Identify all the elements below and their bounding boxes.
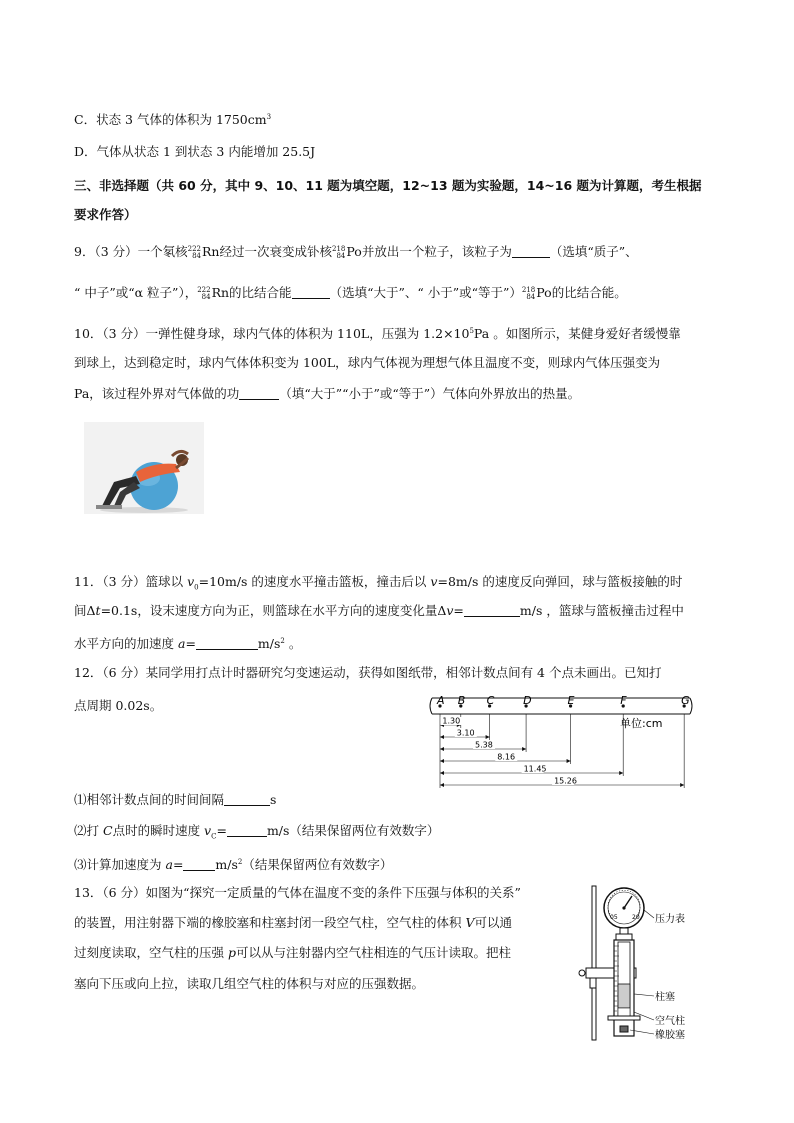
- section-header-line2: 要求作答）: [74, 207, 137, 222]
- answer-blank[interactable]: [224, 793, 270, 806]
- answer-blank[interactable]: [292, 286, 330, 299]
- question-12-line2: 点周期 0.02s。: [74, 698, 163, 713]
- question-11-line1: 11．（3 分）篮球以 $v_0=10m/s$ 的速度水平撞击篮板，撞击后以 v=8m/s 的速度反向弹回，球与篮板接触的时: [74, 574, 683, 592]
- question-9-line1: 9．（3 分）一个氡核 222 84 Rn经过一次衰变成钋核 218 84 Po并放出一个粒子，该粒子为 （选填“质子”、: [74, 244, 638, 260]
- tape-distance-label: 3.10: [456, 728, 475, 738]
- option-d: D．气体从状态 1 到状态 3 内能增加 25.5J: [74, 144, 316, 159]
- tape-body: [430, 698, 692, 714]
- tape-distance-label: 8.16: [497, 752, 516, 762]
- question-9-line2: “ 中子”或“α 粒子”）， 222 84 Rn的比结合能 （选填“大于”、“ 小于”或“等于”） 218 84 Po的比结合能。: [74, 285, 627, 301]
- tape-measure-arrow: [680, 783, 684, 787]
- tape-measure-arrow: [440, 735, 444, 739]
- tape-point-label-C: C: [486, 694, 495, 707]
- tape-measure-arrow: [440, 783, 444, 787]
- svg-text:05: 05: [610, 914, 618, 921]
- rubber-stopper: [620, 1026, 628, 1032]
- stopper-label: 橡胶塞: [655, 1030, 685, 1041]
- answer-blank[interactable]: [464, 604, 520, 617]
- syringe-pressure-apparatus: [572, 884, 722, 1042]
- question-12-sub2: ⑵打 C点时的瞬时速度 $v_C= m/s$（结果保留两位有效数字）: [74, 823, 440, 841]
- air-column: [618, 1008, 630, 1016]
- tape-distance-label: 15.26: [554, 776, 577, 786]
- tape-unit-label: 单位:cm: [620, 717, 663, 730]
- answer-blank[interactable]: [239, 387, 279, 400]
- svg-text:20: 20: [632, 914, 640, 921]
- paper-tape-diagram: [424, 692, 700, 786]
- tape-measure-arrow: [619, 771, 623, 775]
- syringe: [608, 940, 640, 1036]
- plunger-label: 柱塞: [655, 992, 675, 1003]
- question-10-line3: Pa，该过程外界对气体做的功 （填“大于”“小于”或“等于”）气体向外界放出的热量。: [74, 386, 581, 401]
- question-10-line1: 10．（3 分）一弹性健身球，球内气体的体积为 110L，压强为 $1.2\times 10^5Pa$ 。如图所示，某健身爱好者缓慢靠: [74, 326, 681, 342]
- tape-distance-label: 1.30: [442, 716, 461, 726]
- option-c: C．状态 3 气体的体积为 $1750cm^3$: [74, 112, 272, 128]
- tape-point-label-G: G: [681, 694, 690, 707]
- tape-measure-arrow: [440, 759, 444, 763]
- tape-measure-arrow: [486, 735, 490, 739]
- question-12-sub3: ⑶计算加速度为 $a= m/s^2$（结果保留两位有效数字）: [74, 857, 393, 873]
- tape-distance-label: 11.45: [523, 764, 547, 774]
- plunger: [618, 984, 630, 1008]
- gauge-label: 压力表: [655, 914, 685, 925]
- answer-blank[interactable]: [227, 824, 267, 837]
- question-13-line3: 过刻度读取，空气柱的压强 p可以从与注射器内空气柱相连的气压计读取。把柱: [74, 945, 512, 960]
- tape-measure-arrow: [440, 747, 444, 751]
- question-12-sub1: ⑴相邻计数点间的时间间隔 s: [74, 792, 277, 807]
- answer-blank[interactable]: [512, 245, 550, 258]
- tape-distance-label: 5.38: [475, 740, 493, 750]
- tape-measure-arrow: [440, 771, 444, 775]
- answer-blank[interactable]: [183, 858, 215, 871]
- question-11-line3: 水平方向的加速度 $a= m/s^2$ 。: [74, 636, 302, 652]
- tape-measure-arrow: [567, 759, 571, 763]
- tape-point-label-E: E: [567, 694, 575, 707]
- answer-blank[interactable]: [196, 637, 258, 650]
- question-13-line4: 塞向下压或向上拉，读取几组空气柱的体积与对应的压强数据。: [74, 976, 425, 991]
- tape-point-label-A: A: [437, 694, 445, 707]
- question-12-line1: 12．（6 分）某同学用打点计时器研究匀变速运动，获得如图纸带，相邻计数点间有 4 个点未画出。已知打: [74, 665, 662, 680]
- question-13-line2: 的装置，用注射器下端的橡胶塞和柱塞封闭一段空气柱，空气柱的体积 V可以通: [74, 915, 513, 930]
- tape-point-label-D: D: [523, 694, 532, 707]
- question-11-line2: 间Δt=0.1s，设末速度方向为正，则篮球在水平方向的速度变化量Δv= m/s ，篮球与篮板撞击过程中: [74, 603, 684, 618]
- pressure-gauge: [604, 888, 644, 940]
- question-13-line1: 13．（6 分）如图为“探究一定质量的气体在温度不变的条件下压强与体积的关系”: [74, 885, 521, 900]
- tape-measure-arrow: [522, 747, 526, 751]
- tape-point-label-F: F: [620, 694, 627, 707]
- section-header-line1: 三、非选择题（共 60 分，其中 9、10、11 题为填空题，12~13 题为实验题，14~16 题为计算题，考生根据: [74, 178, 702, 193]
- stand-rod: [592, 886, 596, 1040]
- question-10-line2: 到球上，达到稳定时，球内气体体积变为 100L，球内气体视为理想气体且温度不变，则球内气体压强变为: [74, 355, 661, 370]
- air-column-label: 空气柱: [655, 1016, 685, 1027]
- tape-point-label-B: B: [457, 694, 466, 707]
- exercise-ball-photo: [84, 422, 204, 514]
